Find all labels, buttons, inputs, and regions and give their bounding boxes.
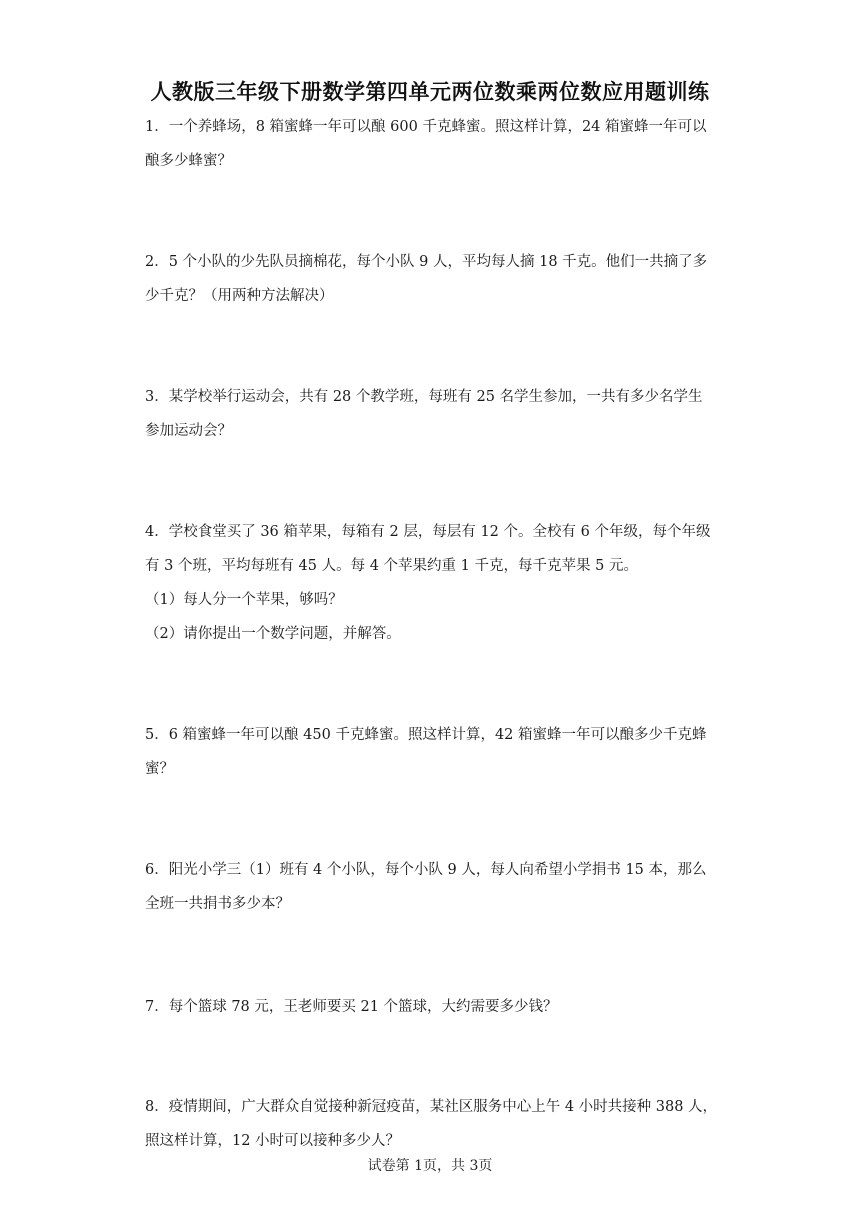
question-3 [145,380,717,448]
question-5 [145,718,717,786]
question-5-line-2: 蜜？ [145,761,174,777]
question-2-line-1: 2．5 个小队的少先队员摘棉花，每个小队 9 人，平均每人摘 18 千克。他们一共摘了多 [145,254,708,270]
question-8-line-2: 照这样计算，12 小时可以接种多少人？ [145,1133,401,1149]
question-6-line-1: 6．阳光小学三（1）班有 4 个小队，每个小队 9 人，每人向希望小学捐书 15 本，那么 [145,862,707,878]
page-title: 人教版三年级下册数学第四单元两位数乘两位数应用题训练 [150,80,710,104]
question-4-sub-1: （1）每人分一个苹果，够吗？ [145,592,343,608]
question-1 [145,110,717,178]
question-3-line-1: 3．某学校举行运动会，共有 28 个教学班，每班有 25 名学生参加，一共有多少名学生 [145,389,703,405]
question-6 [145,853,717,921]
question-4 [145,515,717,651]
question-7 [145,990,717,1024]
question-4-sub-2: （2）请你提出一个数学问题，并解答。 [145,626,401,642]
question-1-line-1: 1．一个养蜂场，8 箱蜜蜂一年可以酿 600 千克蜂蜜。照这样计算，24 箱蜜蜂一年可以 [145,119,707,135]
page-footer: 试卷第 1页，共 3页 [367,1158,493,1174]
question-2 [145,245,717,313]
question-1-line-2: 酿多少蜂蜜？ [145,153,232,169]
question-8-line-1: 8．疫情期间，广大群众自觉接种新冠疫苗，某社区服务中心上午 4 小时共接种 388 人， [145,1099,718,1115]
question-2-line-2: 少千克？（用两种方法解决） [145,288,334,304]
question-4-line-1: 4．学校食堂买了 36 箱苹果，每箱有 2 层，每层有 12 个。全校有 6 个年级，每个年级 [145,524,711,540]
question-8 [145,1090,717,1158]
question-5-line-1: 5．6 箱蜜蜂一年可以酿 450 千克蜂蜜。照这样计算，42 箱蜜蜂一年可以酿多少千克蜂 [145,727,707,743]
question-4-line-2: 有 3 个班，平均每班有 45 人。每 4 个苹果约重 1 千克，每千克苹果 5 元。 [145,558,638,574]
question-6-line-2: 全班一共捐书多少本？ [145,896,290,912]
question-7-line-1: 7．每个篮球 78 元，王老师要买 21 个篮球，大约需要多少钱？ [145,999,558,1015]
question-3-line-2: 参加运动会？ [145,423,232,439]
